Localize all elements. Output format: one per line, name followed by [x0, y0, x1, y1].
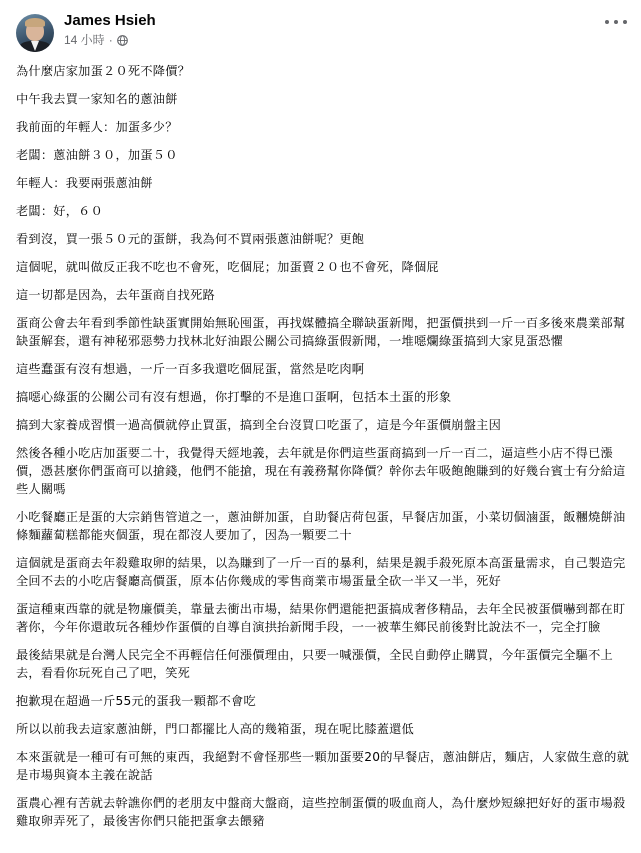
post-paragraph: 然後各種小吃店加蛋要二十，我覺得天經地義，去年就是你們這些蛋商搞到一斤一百二，逼這些小店不得已漲價，憑甚麼你們蛋商可以搶錢，他們不能搶，現在有義務幫你降價？幹你去年吸飽飽賺到的好幾台賓士有分給這些人關嗎	[16, 446, 626, 496]
post-paragraph: 本來蛋就是一種可有可無的東西，我絕對不會怪那些一顆加蛋要20的早餐店，蔥油餅店，麵店，人家做生意的就是市場與資本主義在說話	[16, 750, 630, 782]
post-paragraph: 看到沒，買一張５０元的蛋餅，我為何不買兩張蔥油餅呢？更飽	[16, 232, 365, 246]
avatar-hair	[25, 18, 45, 27]
post-paragraph: 老闆：蔥油餅３０，加蛋５０	[16, 148, 178, 162]
post-header	[16, 8, 631, 56]
post-paragraph: 我前面的年輕人：加蛋多少？	[16, 120, 178, 134]
post-paragraph: 抱歉現在超過一斤55元的蛋我一顆都不會吃	[16, 694, 256, 708]
post-paragraph: 老闆：好，６０	[16, 204, 104, 218]
post-paragraph: 為什麼店家加蛋２０死不降價？	[16, 64, 191, 78]
post-paragraph: 年輕人：我要兩張蔥油餅	[16, 176, 153, 190]
post-paragraph: 這個呢，就叫做反正我不吃也不會死，吃個屁；加蛋賣２０也不會死，降個屁	[16, 260, 439, 274]
separator-dot: ·	[108, 33, 113, 47]
post-paragraph: 最後結果就是台灣人民完全不再輕信任何漲價理由，只要一喊漲價，全民自動停止購買，今年蛋價完全驅不上去，看看你玩死自己了吧，笑死	[16, 648, 613, 680]
post-paragraph: 所以以前我去這家蔥油餅，門口都擺比人高的幾箱蛋，現在呢比膝蓋還低	[16, 722, 414, 736]
post-paragraph: 蛋農心裡有苦就去幹譙你們的老朋友中盤商大盤商，這些控制蛋價的吸血商人，為什麼炒短線把好好的蛋市場殺雞取卵弄死了，最後害你們只能把蛋拿去餵豬	[16, 796, 626, 828]
post-subline	[64, 31, 156, 49]
post-paragraph: 蛋這種東西靠的就是物廉價美，靠量去衝出市場，結果你們還能把蛋搞成奢侈精品，去年全民被蛋價嚇到都在盯著你，今年你還敢玩各種炒作蛋價的自導自演拱抬新聞手段，一一被華生鄉民前後對比說法不一，完全打臉	[16, 602, 626, 634]
post-paragraph: 中午我去買一家知名的蔥油餅	[16, 92, 178, 106]
post-body	[16, 62, 631, 830]
post-paragraph: 這一切都是因為，去年蛋商自找死路	[16, 288, 215, 302]
post-meta	[64, 8, 156, 49]
author-avatar[interactable]	[16, 14, 54, 52]
more-dots-icon[interactable]	[605, 16, 627, 28]
post-paragraph: 搞噁心綠蛋的公關公司有沒有想過，你打擊的不是進口蛋啊，包括本土蛋的形象	[16, 390, 452, 404]
post-paragraph: 小吃餐廳正是蛋的大宗銷售管道之一，蔥油餅加蛋，自助餐店荷包蛋，早餐店加蛋，小菜切個滷蛋，飯糰燒餅油條麵蘿蔔糕都能夾個蛋，現在都沒人要加了，因為一顆要二十	[16, 510, 626, 542]
author-name[interactable]: James Hsieh	[64, 12, 156, 29]
post-paragraph: 這個就是蛋商去年殺雞取卵的結果，以為賺到了一斤一百的暴利，結果是親手殺死原本高蛋量需求，自己製造完全回不去的小吃店餐廳高價蛋，原本佔你幾成的零售商業市場蛋量全砍一半又一半，死好	[16, 556, 626, 588]
globe-icon[interactable]	[117, 35, 128, 46]
post-paragraph: 這些蠢蛋有沒有想過，一斤一百多我還吃個屁蛋，當然是吃肉啊	[16, 362, 365, 376]
post-timestamp[interactable]: 14 小時	[64, 33, 105, 47]
post-paragraph: 蛋商公會去年看到季節性缺蛋實開始無恥囤蛋，再找媒體搞全聯缺蛋新聞，把蛋價拱到一斤一百多後來農業部幫缺蛋解套，還有神秘邪惡勢力找林北好油跟公關公司搞綠蛋假新聞，一堆噁爛綠蛋搞到大家見蛋恐懼	[16, 316, 626, 348]
post-paragraph: 搞到大家養成習慣一過高價就停止買蛋，搞到全台沒買口吃蛋了，這是今年蛋價崩盤主因	[16, 418, 502, 432]
